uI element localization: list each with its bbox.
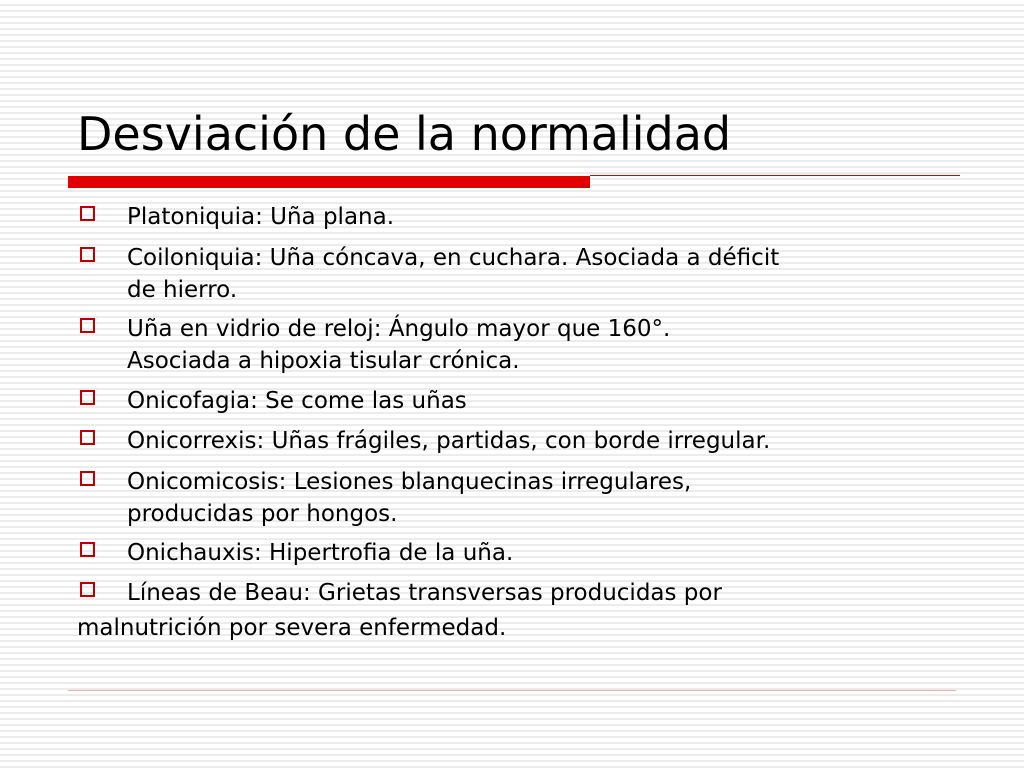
hollow-square-icon — [80, 206, 95, 221]
hollow-square-icon — [80, 390, 95, 405]
bullet-text: Onicofagia: Se come las uñas — [127, 388, 467, 414]
title-underline-thick — [68, 176, 590, 188]
hollow-square-icon — [80, 542, 95, 557]
bullet-text: Platoniquia: Uña plana. — [127, 204, 395, 230]
footer-divider — [68, 690, 956, 691]
title-underline-thin — [590, 175, 960, 176]
bullet-text: Onicorrexis: Uñas frágiles, partidas, con borde irregular. — [127, 428, 771, 454]
bullet-text: Onicomicosis: Lesiones blanquecinas irregulares, — [127, 469, 692, 495]
bullet-text: Líneas de Beau: Grietas transversas producidas por — [127, 580, 722, 606]
slide-title: Desviación de la normalidad — [77, 107, 732, 161]
bullet-continuation-text: malnutrición por severa enfermedad. — [77, 615, 507, 641]
hollow-square-icon — [80, 471, 95, 486]
bullet-text-continued: producidas por hongos. — [127, 501, 398, 527]
hollow-square-icon — [80, 318, 95, 333]
hollow-square-icon — [80, 247, 95, 262]
bullet-text-continued: Asociada a hipoxia tisular crónica. — [127, 348, 520, 374]
bullet-text: Onichauxis: Hipertrofia de la uña. — [127, 540, 514, 566]
bullet-text: Coiloniquia: Uña cóncava, en cuchara. Asociada a déficit — [127, 245, 780, 271]
bullet-text: Uña en vidrio de reloj: Ángulo mayor que 160°. — [127, 316, 671, 342]
hollow-square-icon — [80, 430, 95, 445]
bullet-text-continued: de hierro. — [127, 277, 238, 303]
hollow-square-icon — [80, 582, 95, 597]
